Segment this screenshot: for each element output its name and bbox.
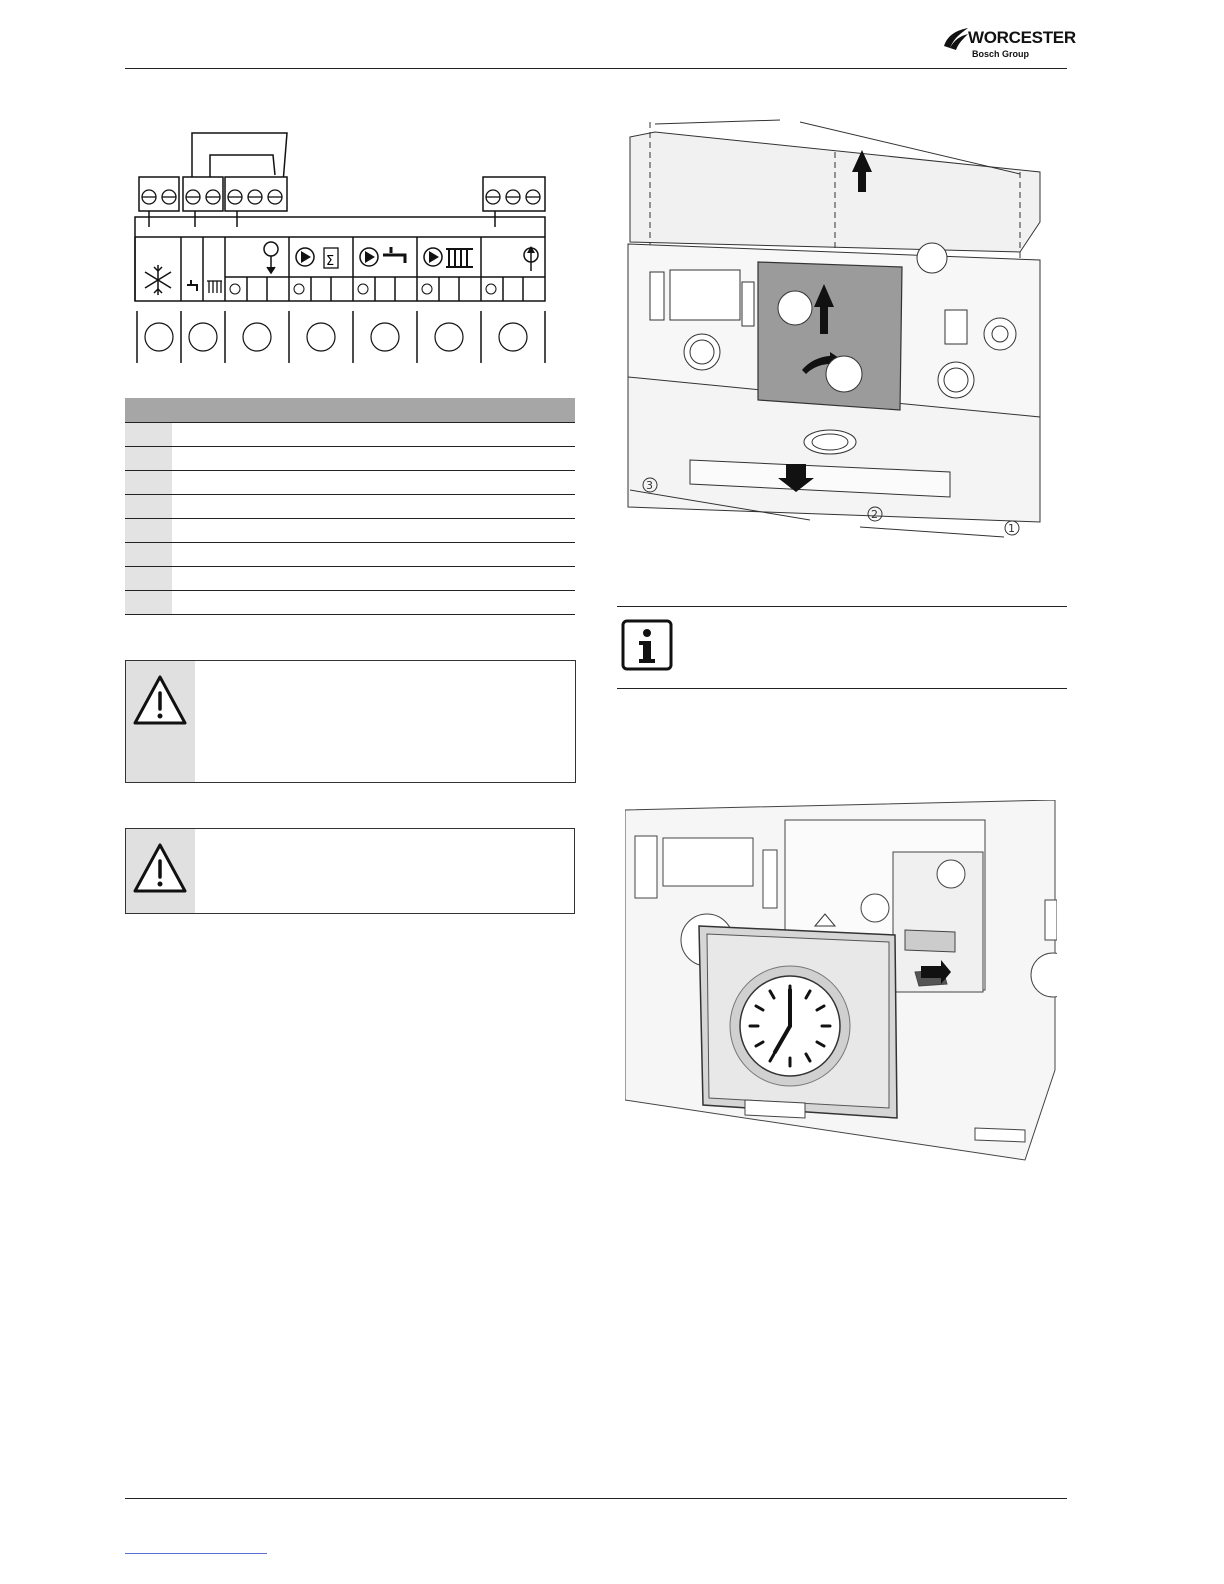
clock-module-figure <box>625 800 1057 1162</box>
table-row <box>125 471 575 495</box>
worcester-logo <box>940 26 1076 66</box>
wiring-diagram <box>125 125 565 375</box>
warning-triangle-icon <box>132 673 188 729</box>
warning-box <box>125 660 576 783</box>
callout-1: 1 <box>1008 522 1015 535</box>
brand-name: WORCESTER <box>968 28 1076 47</box>
warning-box <box>125 828 575 914</box>
info-top-rule <box>617 606 1067 607</box>
brand-subtitle: Bosch Group <box>972 49 1030 59</box>
info-icon <box>621 619 673 671</box>
table-row <box>125 447 575 471</box>
footer-rule <box>125 1498 1067 1499</box>
table-row <box>125 519 575 543</box>
table-row <box>125 591 575 615</box>
key-table <box>125 398 575 615</box>
footer-link-underline[interactable] <box>125 1553 267 1554</box>
flame-logo-icon <box>940 26 970 50</box>
table-row <box>125 567 575 591</box>
control-panel-figure <box>620 112 1060 552</box>
table-header <box>125 398 575 423</box>
table-row <box>125 495 575 519</box>
analog-clock-icon <box>730 966 850 1086</box>
warning-triangle-icon <box>132 841 188 897</box>
info-bottom-rule <box>617 688 1067 689</box>
callout-2: 2 <box>871 508 878 521</box>
callout-3: 3 <box>646 479 653 492</box>
table-row <box>125 543 575 567</box>
table-row <box>125 423 575 447</box>
header-rule <box>125 68 1067 69</box>
svg-text:Σ: Σ <box>326 254 335 269</box>
